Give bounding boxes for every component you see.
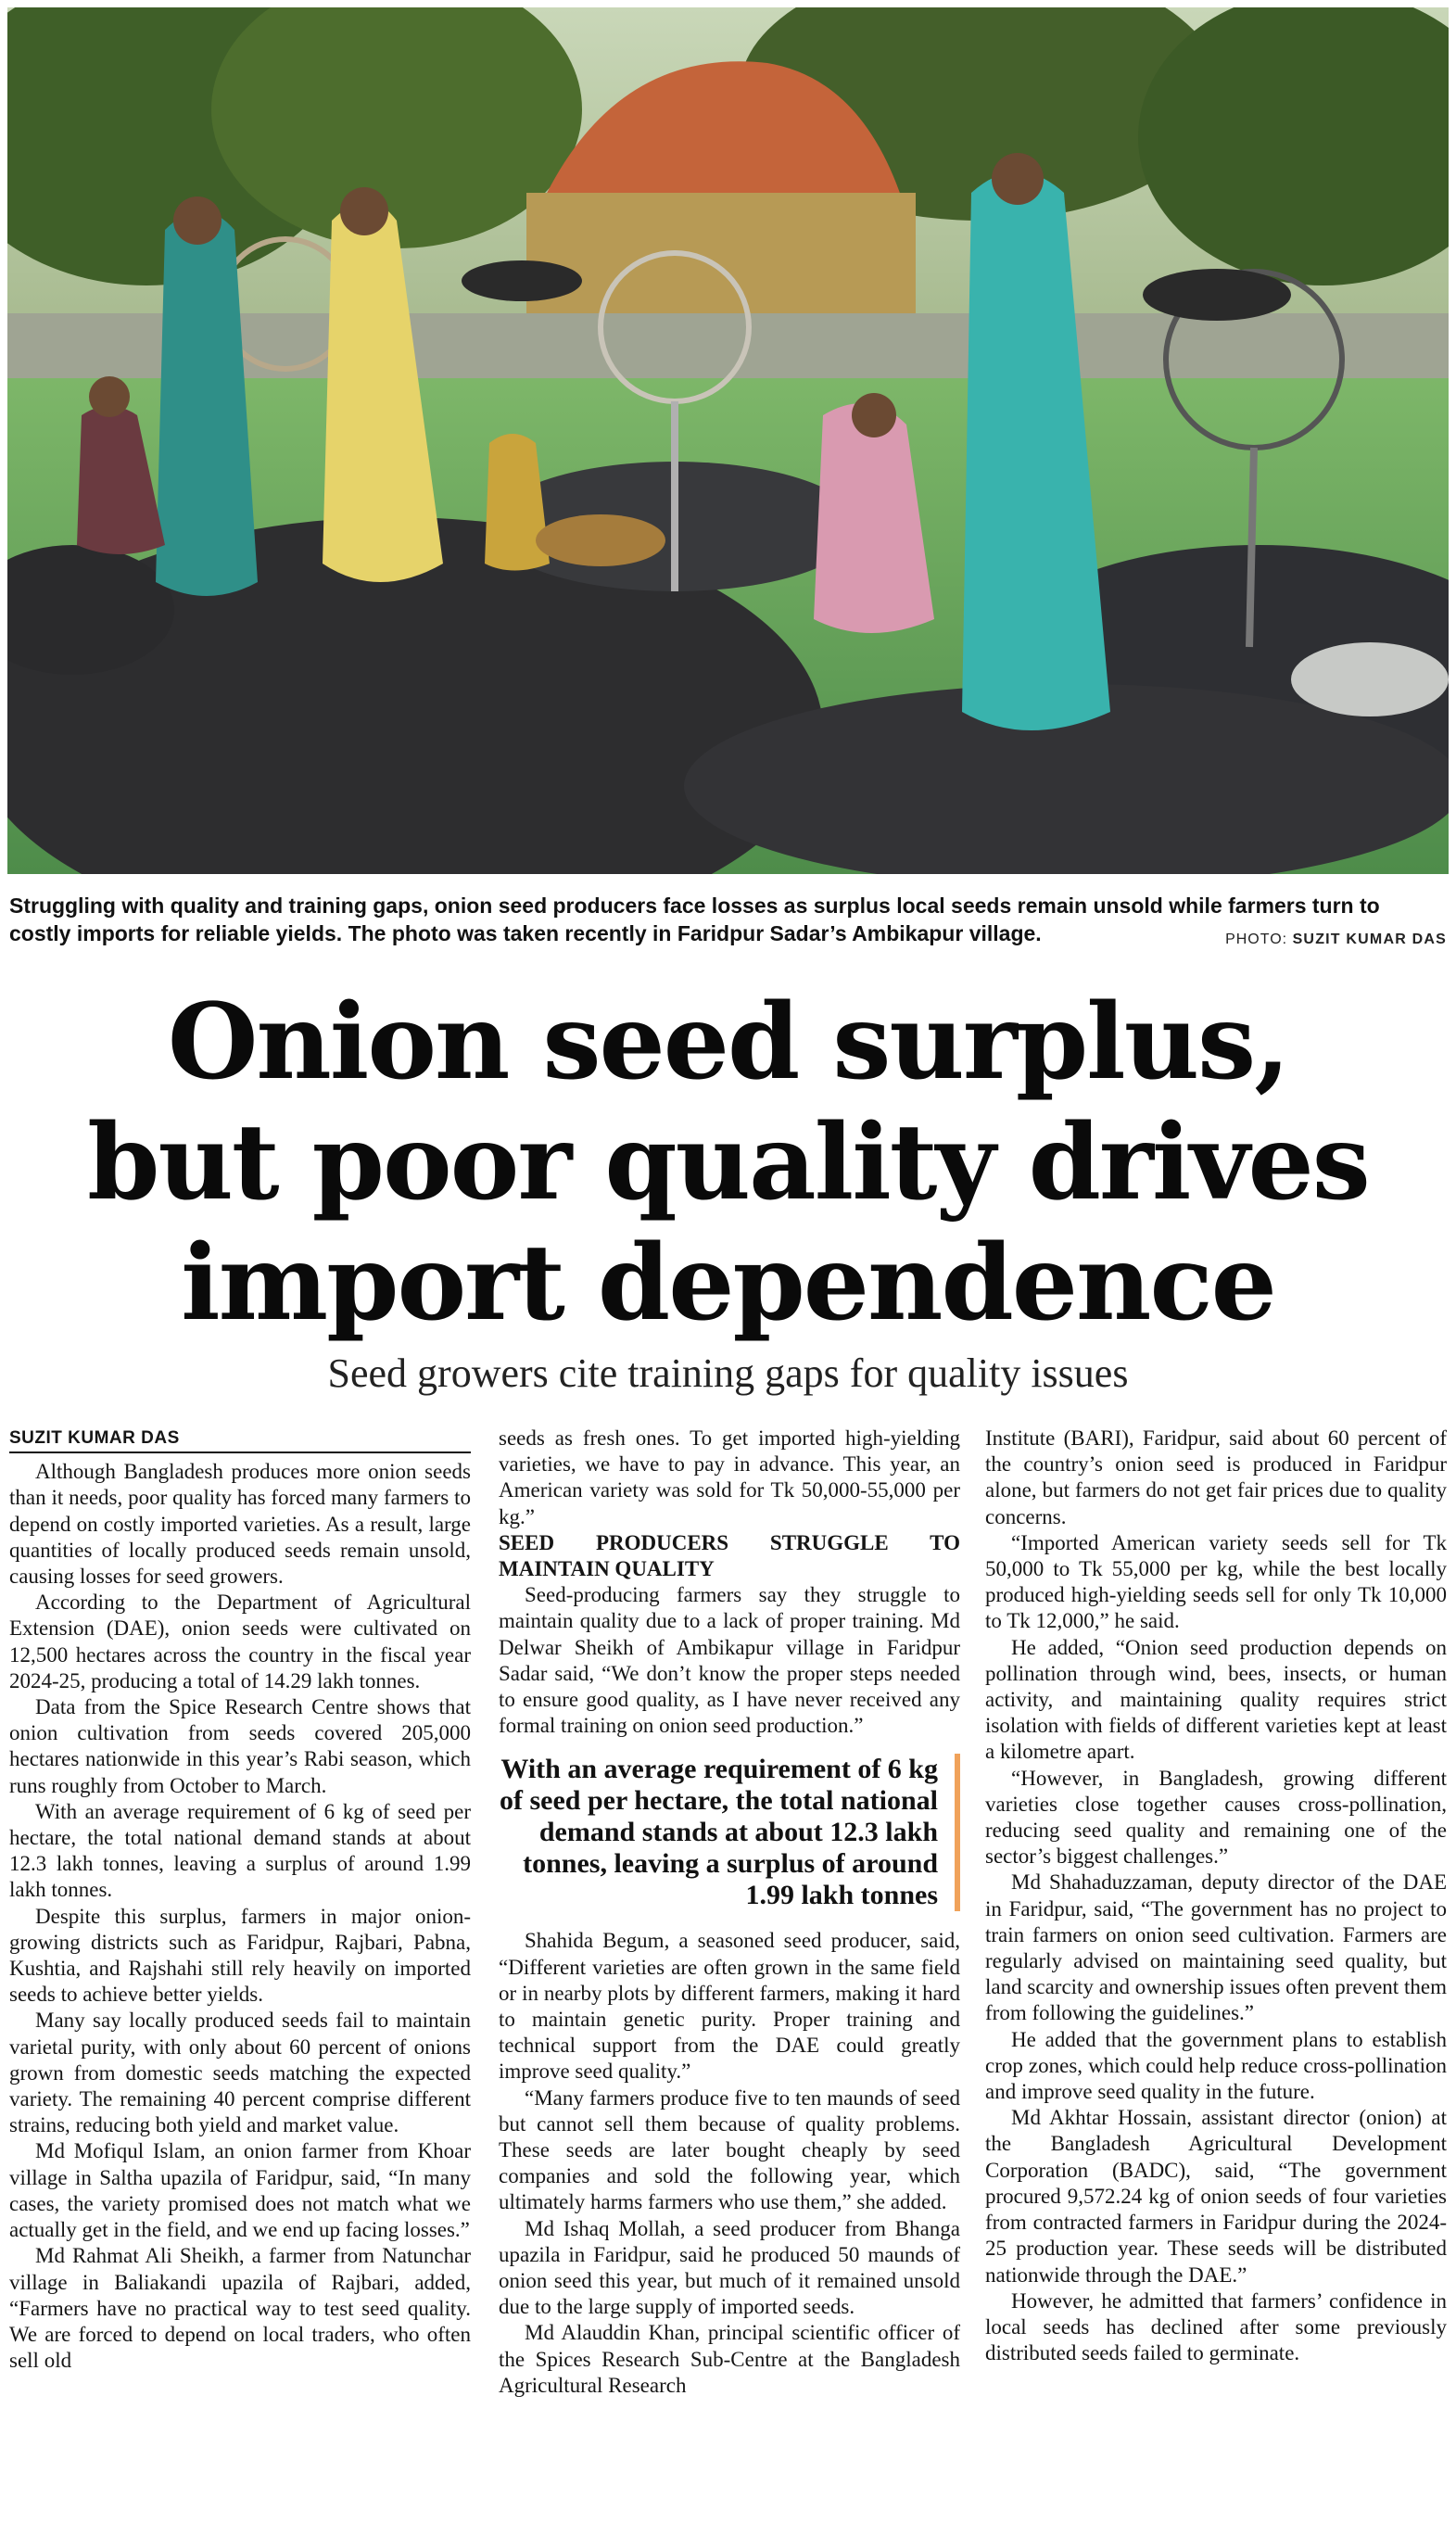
paragraph: He added, “Onion seed production depends on pollination through wind, bees, insects, or human activity, and maintaining quality requires strict isolation with fields of different varieties kept at least a kilometre apart.: [985, 1635, 1447, 1764]
byline: SUZIT KUMAR DAS: [9, 1428, 180, 1448]
section-subheading: SEED PRODUCERS STRUGGLE TO MAINTAIN QUALITY: [499, 1530, 960, 1581]
paragraph: “However, in Bangladesh, growing different varieties close together causes cross-pollination, reducing seed quality and remaining one of the sector’s biggest challenges.”: [985, 1766, 1447, 1869]
paragraph: seeds as fresh ones. To get imported high-yielding varieties, we have to pay in advance. This year, an American variety was sold for Tk 50,000-55,000 per kg.”: [499, 1426, 960, 1528]
subheadline: Seed growers cite training gaps for quality issues: [327, 1350, 1129, 1396]
pull-quote: With an average requirement of 6 kg of seed per hectare, the total national demand stands at about 12.3 lakh tonnes, leaving a surplus of around 1.99 lakh tonnes: [499, 1754, 960, 1911]
paragraph: Md Shahaduzzaman, deputy director of the DAE in Faridpur, said, “The government has no project to train farmers on onion seed cultivation. Farmers are regularly advised on maintaining seed quality, but land scarcity and ownership issues often prevent them from following the guidelines.”: [985, 1870, 1447, 2025]
headline-line-1: Onion seed surplus,: [167, 982, 1289, 1103]
paragraph: Md Akhtar Hossain, assistant director (onion) at the Bangladesh Agricultural Development Corporation (BADC), said, “The government procured 9,572.24 kg of onion seeds of four varieties from contracted farmers in Faridpur during the 2024-25 production year. These seeds will be distributed nationwide through the DAE.”: [985, 2106, 1447, 2287]
byline-divider: [9, 1451, 471, 1453]
article-column-1: [9, 1426, 471, 2374]
photo-credit-name: SUZIT KUMAR DAS: [1292, 932, 1447, 947]
paragraph: Md Rahmat Ali Sheikh, a farmer from Natunchar village in Baliakandi upazila of Rajbari, added, “Farmers have no practical way to test seed quality. We are forced to depend on local traders, who often sell old: [9, 2244, 471, 2373]
paragraph: “Imported American variety seeds sell for Tk 50,000 to Tk 55,000 per kg, while the best locally produced high-yielding seeds sell for only Tk 10,000 to Tk 12,000,” he said.: [985, 1530, 1447, 1633]
paragraph: Md Mofiqul Islam, an onion farmer from Khoar village in Saltha upazila of Faridpur, said, “In many cases, the variety promised does not match what we actually get in the field, and we end up facing losses.”: [9, 2139, 471, 2242]
photo-women-sorting-onion-seeds-icon: [7, 7, 1449, 874]
article-column-2: [499, 1426, 960, 2399]
headline-line-2: but poor quality drives: [87, 1102, 1369, 1223]
paragraph: Data from the Spice Research Centre shows that onion cultivation from seeds covered 205,000 hectares nationwide in this year’s Rabi season, which runs roughly from October to March.: [9, 1695, 471, 1797]
headline-line-3: import dependence: [181, 1223, 1275, 1344]
paragraph: Institute (BARI), Faridpur, said about 60 percent of the country’s onion seed is produced in Faridpur alone, but farmers do not get fair prices due to quality concerns.: [985, 1426, 1447, 1528]
news-photo: [7, 7, 1449, 874]
article-column-3: [985, 1426, 1447, 2366]
photo-credit: [1225, 932, 1447, 948]
paragraph: Despite this surplus, farmers in major onion-growing districts such as Faridpur, Rajbari, Pabna, Kushtia, and Rajshahi still rely heavily on imported seeds to achieve better yields.: [9, 1904, 471, 2007]
paragraph: Seed-producing farmers say they struggle to maintain quality due to a lack of proper training. Md Delwar Sheikh of Ambikapur village in Faridpur Sadar said, “We don’t know the proper steps needed to ensure good quality, as I have never received any formal training on onion seed production.”: [499, 1583, 960, 1738]
paragraph: “Many farmers produce five to ten maunds of seed but cannot sell them because of quality problems. These seeds are later bought cheaply by seed companies and sold the following year, which ultimately harms farmers who use them,” she added.: [499, 2085, 960, 2214]
photo-credit-label: PHOTO:: [1225, 932, 1288, 947]
paragraph: According to the Department of Agricultural Extension (DAE), onion seeds were cultivated on 12,500 hectares across the country in the fiscal year 2024-25, producing a total of 14.29 lakh tonnes.: [9, 1591, 471, 1692]
paragraph: However, he admitted that farmers’ confidence in local seeds has declined after some previously distributed seeds failed to germinate.: [985, 2288, 1447, 2365]
paragraph: Many say locally produced seeds fail to maintain varietal purity, with only about 60 percent of onions grown from domestic seeds matching the expected variety. The remaining 40 percent comprise different strains, reducing both yield and market value.: [9, 2009, 471, 2137]
paragraph: Md Ishaq Mollah, a seed producer from Bhanga upazila in Faridpur, said he produced 50 maunds of onion seed this year, but much of it remained unsold due to the large supply of imported seeds.: [499, 2216, 960, 2319]
paragraph: Md Alauddin Khan, principal scientific officer of the Spices Research Sub-Centre at the Bangladesh Agricultural Research: [499, 2321, 960, 2397]
paragraph: With an average requirement of 6 kg of seed per hectare, the total national demand stands at about 12.3 lakh tonnes, leaving a surplus of around 1.99 lakh tonnes.: [9, 1799, 471, 1902]
paragraph: Although Bangladesh produces more onion seeds than it needs, poor quality has forced many farmers to depend on costly imported varieties. As a result, large quantities of locally produced seeds remain unsold, causing losses for seed growers.: [9, 1460, 471, 1589]
paragraph: Shahida Begum, a seasoned seed producer, said, “Different varieties are often grown in the same field or in nearby plots by different farmers, making it hard to maintain genetic purity. Proper training and technical support from the DAE could greatly improve seed quality.”: [499, 1929, 960, 2084]
paragraph: He added that the government plans to establish crop zones, which could help reduce cross-pollination and improve seed quality in the future.: [985, 2027, 1447, 2104]
photo-caption: Struggling with quality and training gaps, onion seed producers face losses as surplus local seeds remain unsold while farmers turn to costly imports for reliable yields. The photo was taken recently in Faridpur Sadar’s Ambikapur village.: [9, 894, 1380, 945]
headline: [0, 982, 1456, 1344]
